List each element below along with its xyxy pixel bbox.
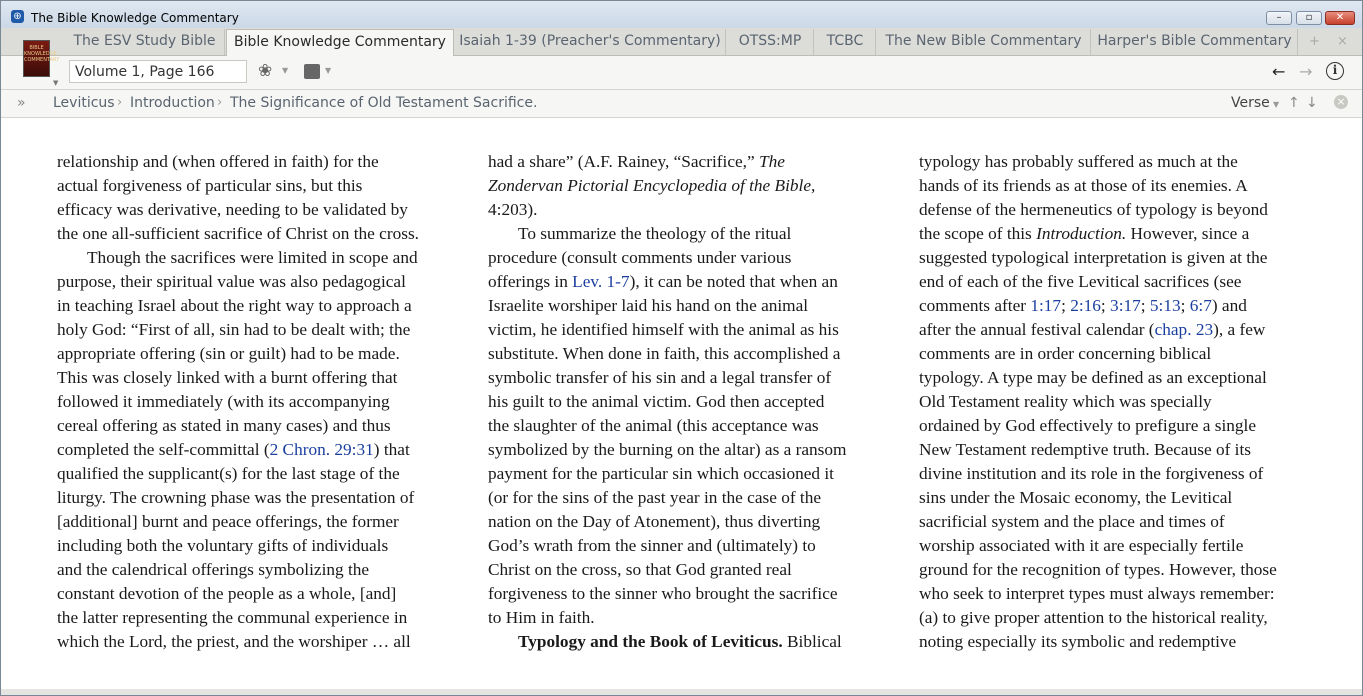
window-bottom-border — [1, 689, 1362, 695]
text-line: This was closely linked with a burnt offering that — [57, 368, 398, 387]
scripture-link[interactable]: 2:16 — [1070, 296, 1101, 315]
text-line: appropriate offering (sin or guilt) had to be made. — [57, 344, 400, 363]
text-line: the one all-sufficient sacrifice of Christ on the cross. — [57, 224, 419, 243]
previous-verse-icon[interactable]: ↑ — [1288, 95, 1300, 111]
scripture-link[interactable]: Lev. 1-7 — [572, 272, 630, 291]
text-line: including both the voluntary gifts of individuals — [57, 536, 389, 555]
text-line: cereal offering as stated in many cases) and thus — [57, 416, 391, 435]
breadcrumb-separator-icon: › — [117, 95, 123, 110]
text-line: followed it immediately (with its accompanying — [57, 392, 390, 411]
close-window-button[interactable]: ✕ — [1325, 11, 1355, 25]
text-line: which the Lord, the priest, and the worshiper … all — [57, 632, 411, 651]
text-line: holy God: “First of all, sin had to be dealt with; the — [57, 320, 411, 339]
text-line: purpose, their spiritual value was also pedagogical — [57, 272, 406, 291]
text-line: constant devotion of the people as a whole, [and] — [57, 584, 397, 603]
text-line: the latter representing the communal experience in — [57, 608, 408, 627]
text-column-3 — [919, 150, 1319, 654]
text-line: sins under the Mosaic economy, the Levitical — [919, 488, 1233, 507]
text-line: offerings in Lev. 1-7), it can be noted that when an — [488, 272, 838, 291]
breadcrumb-separator-icon: › — [217, 95, 223, 110]
link-set-icon[interactable]: ❀ — [258, 61, 273, 81]
book-menu-arrow-icon[interactable]: ▼ — [53, 79, 59, 87]
scripture-link[interactable]: 5:13 — [1149, 296, 1181, 315]
text-line: nation on the Day of Atonement), thus diverting — [488, 512, 821, 531]
text-line: New Testament redemptive truth. Because of its — [919, 440, 1251, 459]
text-line: Typology and the Book of Leviticus. Biblical — [518, 632, 842, 651]
tab-otss-mp[interactable]: OTSS:MP — [727, 29, 814, 55]
scripture-link[interactable]: 3:17 — [1110, 296, 1141, 315]
verse-mode-dropdown[interactable]: Verse — [1231, 95, 1270, 111]
maximize-button[interactable]: ▫ — [1296, 11, 1322, 25]
breadcrumb-item-section[interactable]: The Significance of Old Testament Sacrifice. — [230, 95, 538, 111]
text-line: (or for the sins of the past year in the case of the — [488, 488, 822, 507]
text-line: [additional] burnt and peace offerings, the former — [57, 512, 399, 531]
text-line: qualified the supplicant(s) for the last stage of the — [57, 464, 400, 483]
panel-view-icon[interactable] — [304, 64, 320, 79]
text-column-1 — [57, 150, 457, 654]
tab-new-bible-commentary[interactable]: The New Bible Commentary — [877, 29, 1091, 55]
text-line: and the calendrical offerings symbolizing the — [57, 560, 370, 579]
text-line: substitute. When done in faith, this accomplished a — [488, 344, 841, 363]
info-icon[interactable]: i — [1326, 62, 1344, 80]
text-line: sacrificial system and the place and times of — [919, 512, 1225, 531]
forward-arrow-icon[interactable]: → — [1299, 62, 1313, 81]
text-line: in teaching Israel about the right way to approach a — [57, 296, 412, 315]
text-line: worship associated with it are especially fertile — [919, 536, 1244, 555]
tab-esv-study-bible[interactable]: The ESV Study Bible — [65, 29, 225, 55]
tab-isaiah-preachers-commentary[interactable]: Isaiah 1-39 (Preacher's Commentary) — [455, 29, 726, 55]
book-cover-thumbnail[interactable]: BIBLE KNOWLEDGE COMMENTARY — [23, 40, 50, 77]
tab-harpers-bible-commentary[interactable]: Harper's Bible Commentary — [1092, 29, 1298, 55]
scripture-link[interactable]: chap. 23 — [1154, 320, 1214, 339]
text-line: who seek to interpret types must always remember: — [919, 584, 1275, 603]
text-line: had a share” (A.F. Rainey, “Sacrifice,” The — [488, 152, 785, 171]
text-line: completed the self-committal (2 Chron. 29:31) that — [57, 440, 410, 459]
text-line: defense of the hermeneutics of typology is beyond — [919, 200, 1268, 219]
text-line: ground for the recognition of types. However, those — [919, 560, 1277, 579]
text-line: Old Testament reality which was specially — [919, 392, 1212, 411]
text-line: to Him in faith. — [488, 608, 595, 627]
text-line: suggested typological interpretation is given at the — [919, 248, 1268, 267]
text-line: 4:203). — [488, 200, 538, 219]
text-line: end of each of the five Levitical sacrifices (see — [919, 272, 1242, 291]
text-line: forgiveness to the sinner who brought the sacrifice — [488, 584, 838, 603]
text-line: comments are in order concerning biblical — [919, 344, 1212, 363]
text-line: Christ on the cross, so that God granted real — [488, 560, 792, 579]
text-line: typology has probably suffered as much at the — [919, 152, 1238, 171]
close-tab-icon[interactable]: × — [1337, 34, 1348, 49]
text-line: Zondervan Pictorial Encyclopedia of the Bible, — [488, 176, 816, 195]
add-tab-icon[interactable]: + — [1309, 34, 1320, 49]
next-verse-icon[interactable]: ↓ — [1306, 95, 1318, 111]
text-line: the scope of this Introduction. However, since a — [919, 224, 1250, 243]
text-line: Though the sacrifices were limited in scope and — [87, 248, 418, 267]
text-line: ordained by God effectively to prefigure a single — [919, 416, 1257, 435]
text-line: efficacy was derivative, needing to be validated by — [57, 200, 408, 219]
text-line: victim, he identified himself with the animal as his — [488, 320, 839, 339]
text-line: relationship and (when offered in faith) for the — [57, 152, 379, 171]
text-line: liturgy. The crowning phase was the presentation of — [57, 488, 415, 507]
link-set-dropdown-icon[interactable]: ▼ — [282, 66, 289, 75]
text-line: hands of its friends as at those of its enemies. A — [919, 176, 1248, 195]
text-line: (a) to give proper attention to the historical reality, — [919, 608, 1268, 627]
scripture-link[interactable]: 6:7 — [1189, 296, 1212, 315]
text-line: typology. A type may be defined as an exceptional — [919, 368, 1267, 387]
panel-view-dropdown-icon[interactable]: ▼ — [325, 66, 332, 75]
tab-bible-knowledge-commentary[interactable]: Bible Knowledge Commentary — [226, 29, 454, 57]
breadcrumb-item-leviticus[interactable]: Leviticus — [53, 95, 115, 111]
text-line: his guilt to the animal victim. God then accepted — [488, 392, 825, 411]
scripture-link[interactable]: 1:17 — [1030, 296, 1062, 315]
minimize-button[interactable]: – — [1266, 11, 1292, 25]
text-line: Israelite worshiper laid his hand on the animal — [488, 296, 809, 315]
scripture-link[interactable]: 2 Chron. 29:31 — [269, 440, 374, 459]
text-line: actual forgiveness of particular sins, but this — [57, 176, 363, 195]
text-line: procedure (consult comments under various — [488, 248, 792, 267]
text-line: To summarize the theology of the ritual — [518, 224, 792, 243]
text-line: symbolic transfer of his sin and a legal transfer of — [488, 368, 832, 387]
expand-panel-icon[interactable]: » — [17, 95, 26, 111]
text-line: the slaughter of the animal (this acceptance was — [488, 416, 819, 435]
app-logo-icon: ⊕ — [11, 10, 24, 23]
close-breadcrumb-icon[interactable]: × — [1334, 95, 1348, 109]
verse-mode-arrow-icon[interactable]: ▼ — [1273, 100, 1280, 109]
section-heading: Typology and the Book of Leviticus. — [518, 632, 783, 651]
breadcrumb-item-introduction[interactable]: Introduction — [130, 95, 215, 111]
text-line: God’s wrath from the sinner and (ultimately) to — [488, 536, 816, 555]
text-column-2 — [488, 150, 888, 654]
tab-tcbc[interactable]: TCBC — [815, 29, 876, 55]
text-line: noting especially its symbolic and redemptive — [919, 632, 1237, 651]
text-line: after the annual festival calendar (chap. 23), a few — [919, 320, 1266, 339]
text-line: payment for the particular sin which occasioned it — [488, 464, 834, 483]
window-title: The Bible Knowledge Commentary — [31, 11, 239, 25]
reference-input[interactable] — [69, 60, 247, 83]
text-line: comments after 1:17; 2:16; 3:17; 5:13; 6:7) and — [919, 296, 1247, 315]
text-line: symbolized by the burning on the altar) as a ransom — [488, 440, 847, 459]
back-arrow-icon[interactable]: ← — [1272, 62, 1286, 81]
text-line: divine institution and its role in the forgiveness of — [919, 464, 1264, 483]
